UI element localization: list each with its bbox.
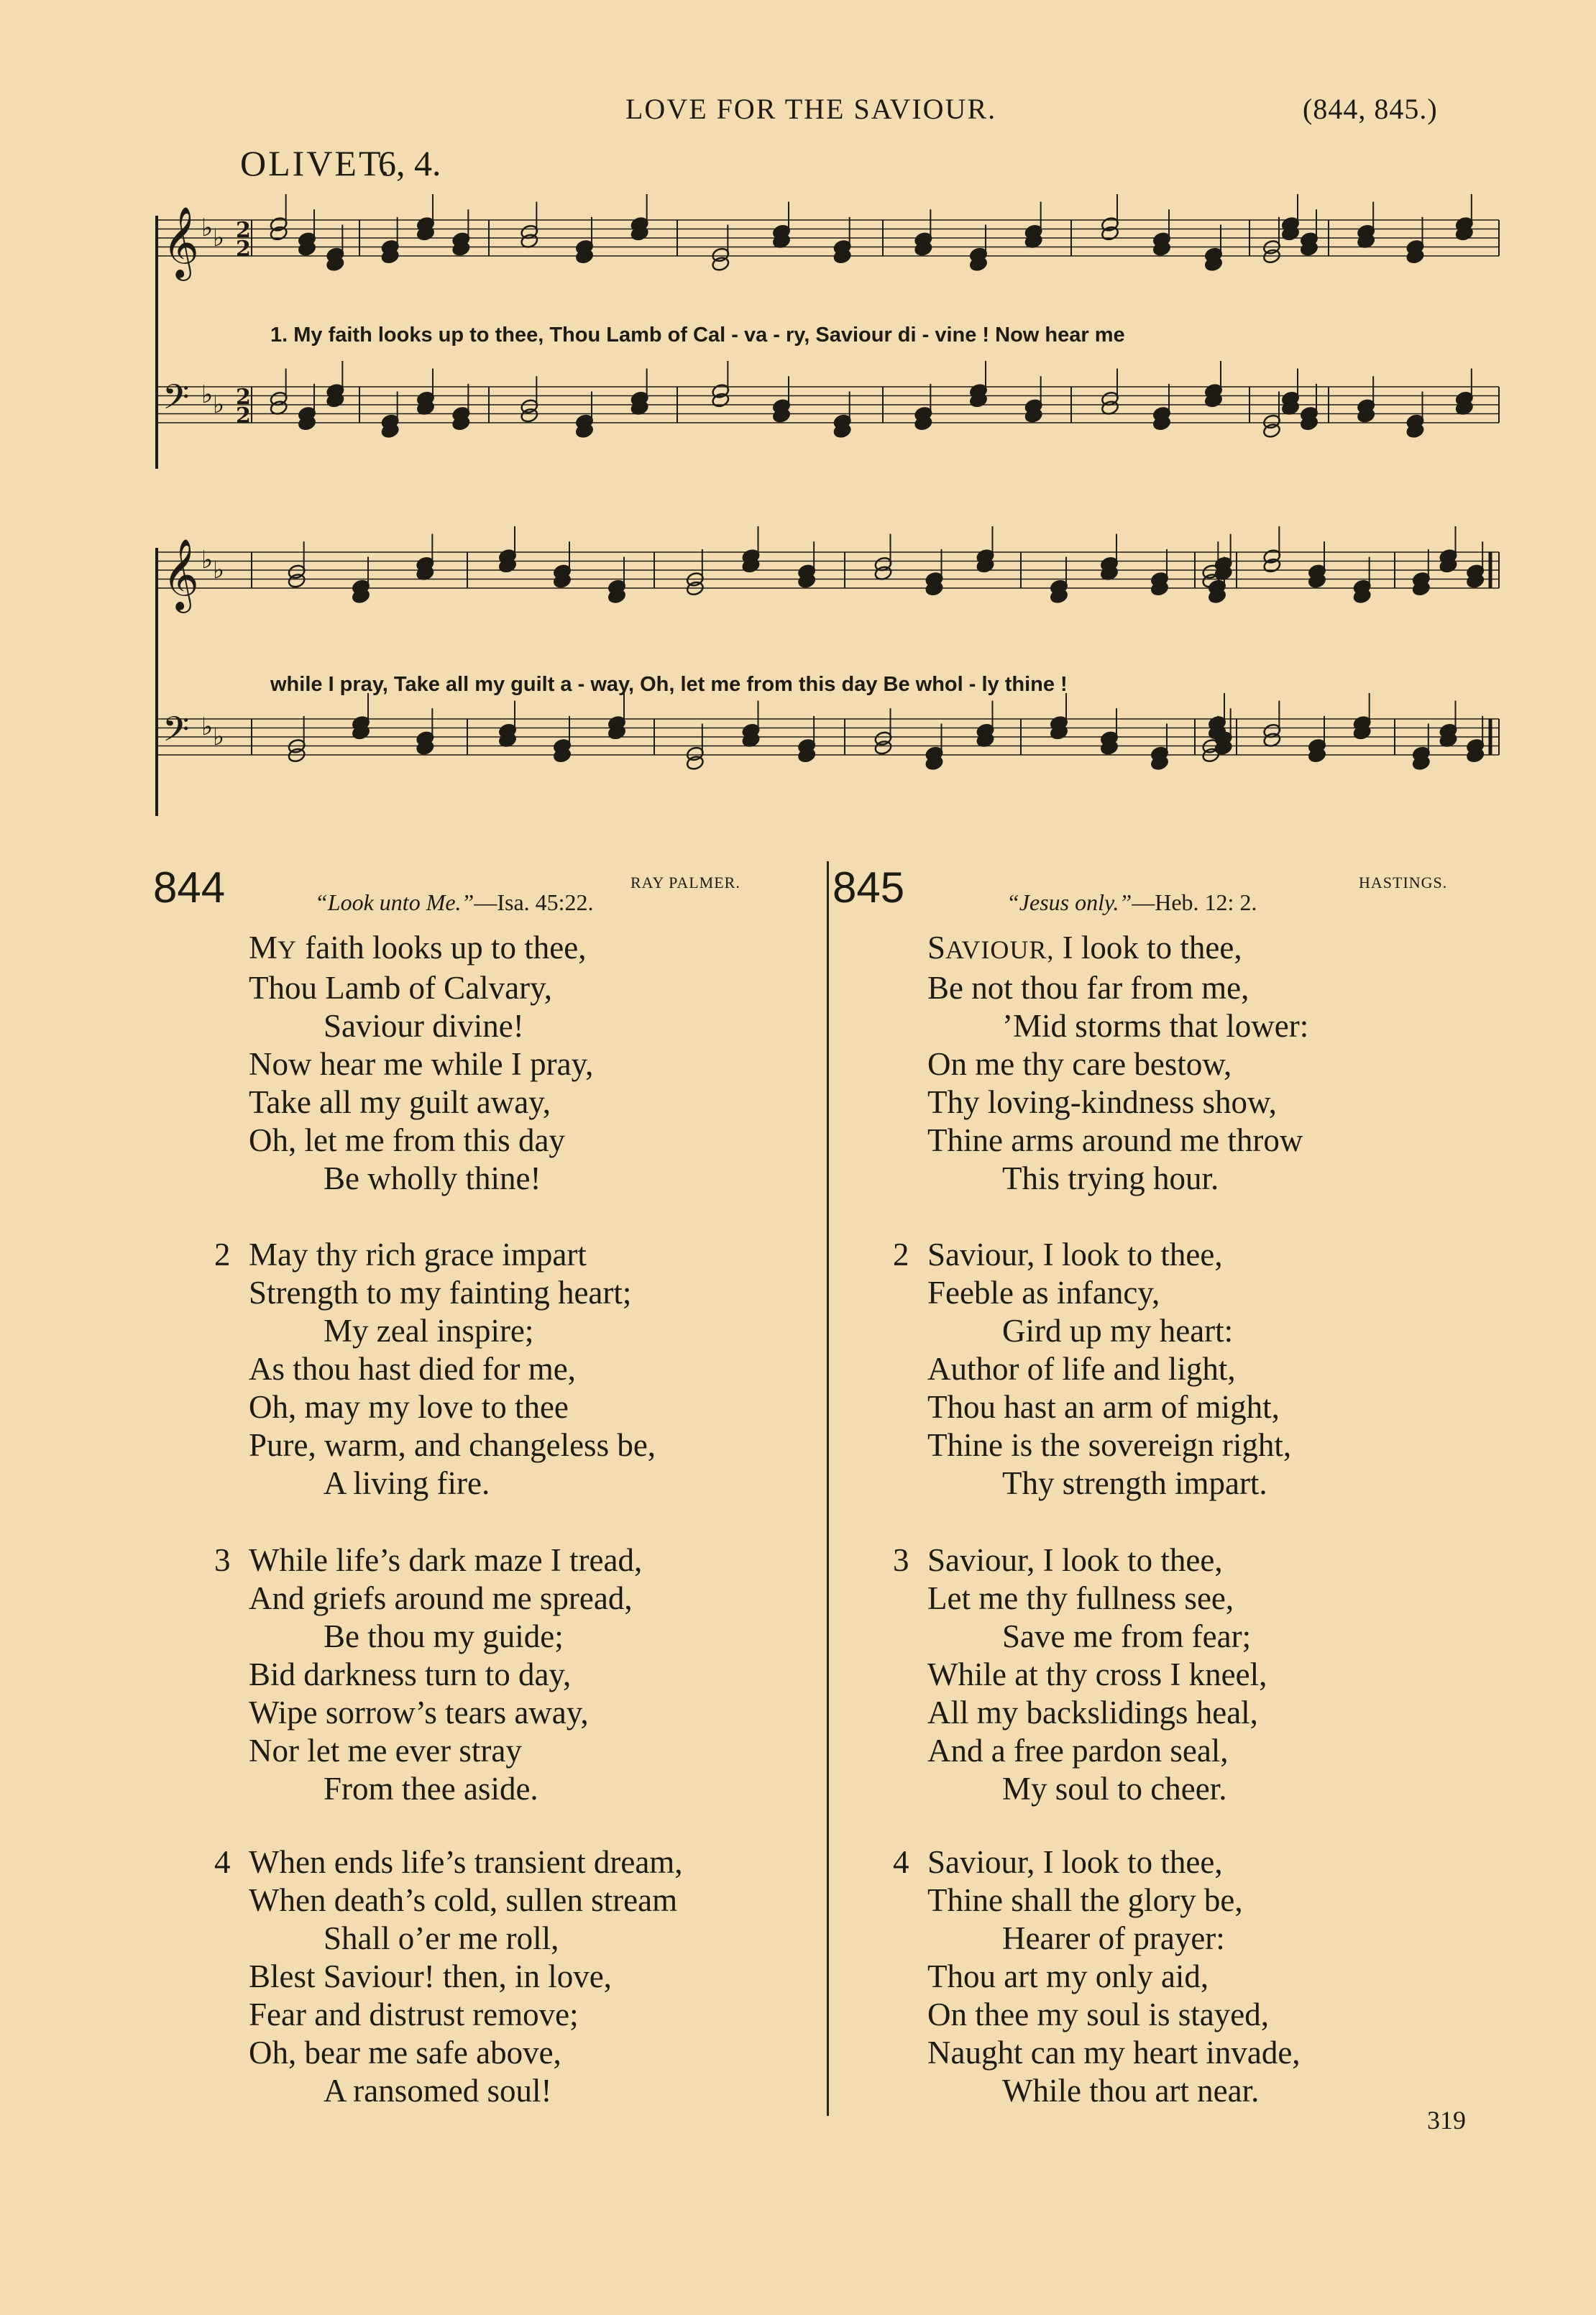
stanza-line: Thou art my only aid, (927, 1958, 1209, 1994)
stanza (214, 1541, 643, 1808)
treble-clef-icon: 𝄞 (162, 206, 199, 278)
stanza-line: Thine arms around me throw (927, 1122, 1303, 1158)
stanza (893, 1541, 1267, 1808)
epigraph-reference: —Isa. 45:22. (474, 889, 594, 915)
stanza-line: Saviour, I look to thee, (927, 1542, 1223, 1578)
stanza-line: Thy strength impart. (1002, 1465, 1267, 1501)
stanza-line: Oh, may my love to thee (249, 1389, 569, 1425)
stanza-line: Now hear me while I pray, (249, 1046, 594, 1082)
stanza-line: On me thy care bestow, (927, 1046, 1232, 1082)
stanza-line: Oh, let me from this day (249, 1122, 565, 1158)
stanza-line: Nor let me ever stray (249, 1733, 522, 1769)
stanza (893, 1236, 1292, 1503)
flat-icon: ♭ (201, 712, 214, 741)
epigraph-reference: —Heb. 12: 2. (1132, 889, 1257, 915)
time-signature: 2 (236, 403, 251, 428)
hymn-number: 844 (153, 863, 226, 912)
stanza-line: And a free pardon seal, (927, 1733, 1229, 1769)
hymn-author: RAY PALMER. (630, 874, 740, 891)
stanza-line: Shall o’er me roll, (324, 1920, 559, 1956)
bass-clef-icon: 𝄢 (162, 377, 190, 426)
stanza-line: As thou hast died for me, (249, 1351, 576, 1387)
stanza-line: When ends life’s transient dream, (249, 1844, 683, 1880)
stanza-line (927, 929, 1308, 969)
epigraph-quote: “Jesus only.” (1006, 889, 1132, 915)
stanza-number: 2 (893, 1237, 909, 1273)
stanza-line: Thou Lamb of Calvary, (249, 970, 552, 1006)
flat-icon: ♭ (201, 546, 214, 574)
stanza-line: A living fire. (324, 1465, 490, 1501)
stanza-line: On thee my soul is stayed, (927, 1997, 1269, 2032)
stanza-line: Thine is the sovereign right, (927, 1427, 1292, 1463)
stanza-line: Save me from fear; (1002, 1618, 1252, 1654)
stanza-line: Hearer of prayer: (1002, 1920, 1225, 1956)
stanza-line: From thee aside. (324, 1771, 538, 1807)
stanza-line: Author of life and light, (927, 1351, 1236, 1387)
stanza-line: Thine shall the glory be, (927, 1882, 1243, 1918)
score-lyric-line-1: 1. My faith looks up to thee, Thou Lamb of Cal - va - ry, Saviour di - vine ! Now hear me (270, 324, 1125, 347)
stanza-line: Saviour, I look to thee, (927, 1844, 1223, 1880)
stanza-line: While life’s dark maze I tread, (249, 1542, 643, 1578)
stanza-number: 3 (214, 1542, 231, 1578)
time-signature: 2 (236, 237, 251, 262)
stanza-line: My soul to cheer. (1002, 1771, 1227, 1807)
stanza-line: Wipe sorrow’s tears away, (249, 1695, 589, 1730)
treble-clef-icon: 𝄞 (162, 538, 199, 610)
stanza-line: Take all my guilt away, (249, 1084, 551, 1120)
stanza-line: Let me thy fullness see, (927, 1580, 1234, 1616)
hymn-author: HASTINGS. (1359, 874, 1448, 891)
hymn-number-range: (844, 845.) (1303, 93, 1438, 125)
epigraph-quote: “Look unto Me.” (315, 889, 474, 915)
score-lyric-line-2: while I pray, Take all my guilt a - way, Oh, let me from this day Be whol - ly thine ! (270, 673, 1068, 696)
column-divider (827, 861, 829, 2116)
page-number: 319 (1427, 2106, 1466, 2135)
flat-icon: ♭ (201, 380, 214, 409)
stanza-line: Gird up my heart: (1002, 1313, 1234, 1349)
stanza-number: 2 (214, 1237, 231, 1273)
stanza-line: Thy loving-kindness show, (927, 1084, 1277, 1120)
tune-meter: 6, 4. (378, 143, 441, 183)
stanza-line: Strength to my fainting heart; (249, 1275, 632, 1311)
flat-icon: ♭ (213, 390, 225, 419)
stanza-line: Be wholly thine! (324, 1160, 541, 1196)
time-signature: 2 (236, 218, 251, 243)
tune-name: OLIVET. (240, 143, 392, 183)
stanza-line: Pure, warm, and changeless be, (249, 1427, 656, 1463)
hymn-epigraph (315, 889, 594, 916)
stanza-line (249, 929, 593, 969)
stanza-line: This trying hour. (1002, 1160, 1219, 1196)
stanza (214, 1843, 683, 2110)
stanza-line: A ransomed soul! (324, 2073, 552, 2109)
stanza-line: Naught can my heart invade, (927, 2035, 1301, 2071)
score-notation (0, 0, 1596, 848)
stanza (893, 1843, 1301, 2110)
stanza-line: Be not thou far from me, (927, 970, 1249, 1006)
hymn-number: 845 (833, 863, 905, 912)
stanza-line: My zeal inspire; (324, 1313, 534, 1349)
stanza-line: Feeble as infancy, (927, 1275, 1160, 1311)
stanza-line: Blest Saviour! then, in love, (249, 1958, 612, 1994)
flat-icon: ♭ (213, 224, 225, 252)
stanza-number: 4 (893, 1844, 909, 1880)
stanza (249, 929, 593, 1198)
flat-icon: ♭ (201, 214, 214, 242)
stanza-line-text: I look to thee, (1062, 930, 1242, 966)
stanza-line-text: faith looks up to thee, (305, 930, 587, 966)
stanza-line: Be thou my guide; (324, 1618, 564, 1654)
hymn-epigraph (1006, 889, 1257, 916)
running-title: LOVE FOR THE SAVIOUR. (625, 93, 997, 125)
drop-word: SAVIOUR, (927, 930, 1055, 966)
stanza-line: And griefs around me spread, (249, 1580, 633, 1616)
stanza-line: ’Mid storms that lower: (1002, 1008, 1309, 1044)
stanza (927, 929, 1308, 1198)
stanza-line: While thou art near. (1002, 2073, 1260, 2109)
stanza-line: Saviour, I look to thee, (927, 1237, 1223, 1273)
stanza-line: While at thy cross I kneel, (927, 1656, 1267, 1692)
stanza-line: Oh, bear me safe above, (249, 2035, 561, 2071)
stanza-line: Saviour divine! (324, 1008, 524, 1044)
time-signature: 2 (236, 385, 251, 410)
flat-icon: ♭ (213, 556, 225, 585)
stanza-line: May thy rich grace impart (249, 1237, 587, 1273)
music-score (0, 0, 1596, 848)
drop-word: MY (249, 930, 298, 966)
stanza-number: 3 (893, 1542, 909, 1578)
stanza-line: Thou hast an arm of might, (927, 1389, 1280, 1425)
stanza-line: Bid darkness turn to day, (249, 1656, 572, 1692)
flat-icon: ♭ (213, 723, 225, 751)
stanza-line: All my backslidings heal, (927, 1695, 1258, 1730)
stanza-line: Fear and distrust remove; (249, 1997, 579, 2032)
stanza-number: 4 (214, 1844, 231, 1880)
stanza-line: When death’s cold, sullen stream (249, 1882, 678, 1918)
stanza (214, 1236, 656, 1503)
bass-clef-icon: 𝄢 (162, 709, 190, 758)
